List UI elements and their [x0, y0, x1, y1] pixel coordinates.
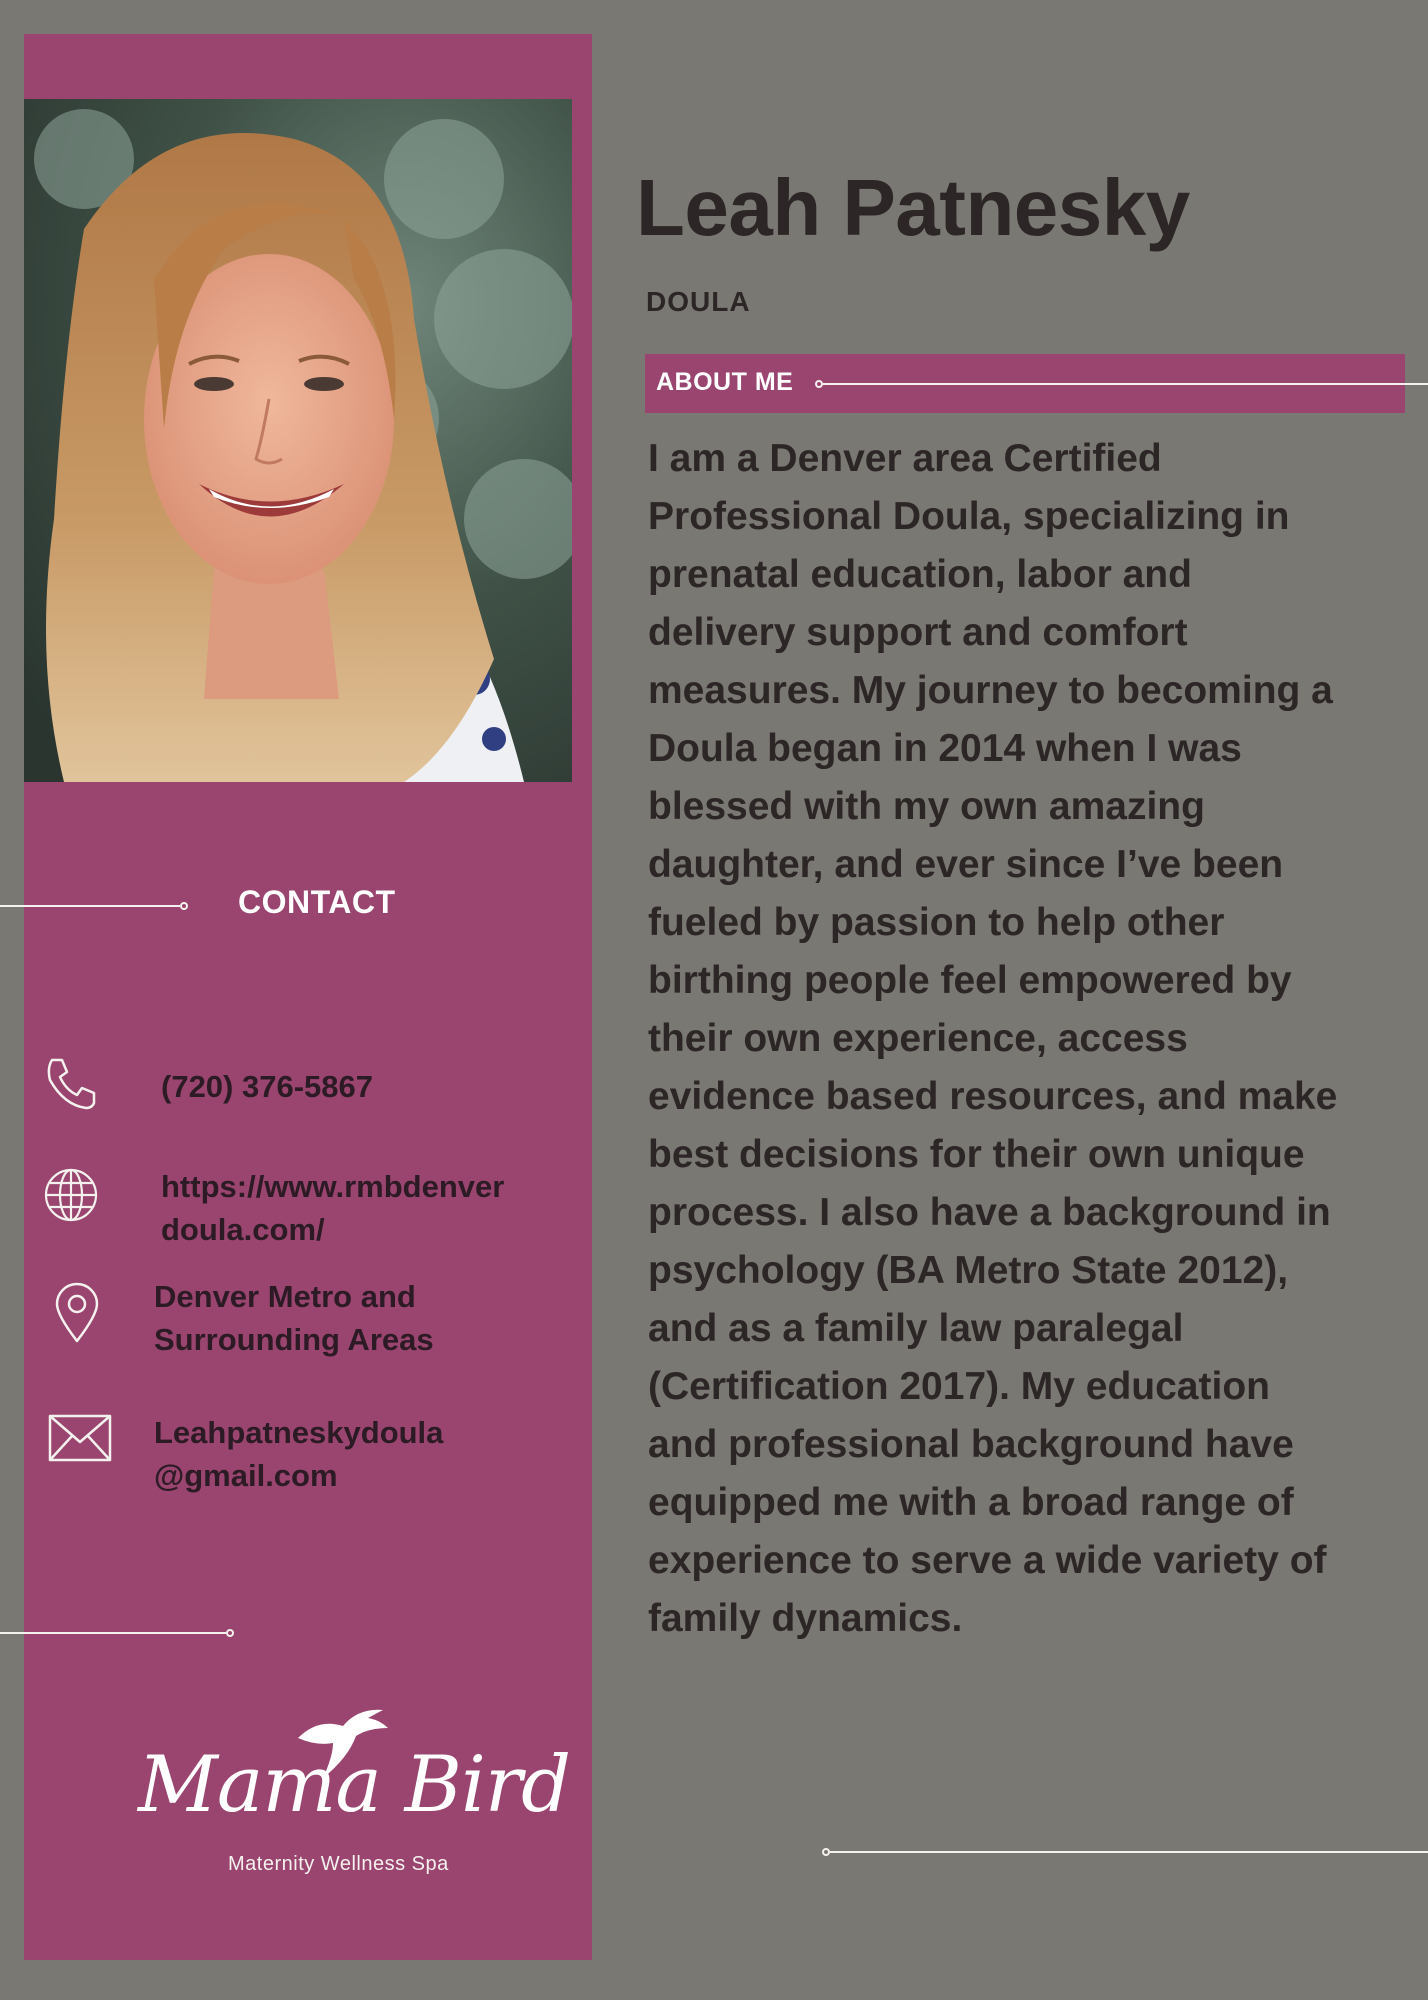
mama-bird-logo [128, 1690, 571, 1890]
location-text: Denver Metro and Surrounding Areas [154, 1279, 434, 1357]
about-divider-line [823, 383, 1428, 385]
contact-divider-dot [180, 902, 188, 910]
map-pin-icon [52, 1282, 102, 1349]
about-divider-dot [815, 380, 823, 388]
sidebar-bottom-divider-line [0, 1632, 226, 1634]
envelope-icon [48, 1414, 112, 1467]
logo-tagline: Maternity Wellness Spa [228, 1853, 449, 1875]
person-name: Leah Patnesky [636, 163, 1190, 252]
logo-script-text: Mama Bird [138, 1740, 571, 1830]
email-link[interactable]: Leahpatneskydoula @gmail.com [154, 1415, 444, 1493]
bottom-divider-dot [822, 1848, 830, 1856]
contact-heading: CONTACT [238, 884, 396, 920]
about-me-heading: ABOUT ME [656, 368, 794, 396]
website-link[interactable]: https://www.rmbdenver doula.com/ [161, 1169, 505, 1247]
phone-number[interactable]: (720) 376-5867 [161, 1069, 373, 1104]
phone-icon [42, 1054, 100, 1117]
globe-icon [42, 1166, 100, 1229]
about-me-text: I am a Denver area Certified Professional Doula, specializing in prenatal education, labor and delivery support and comfort measures. My journey to becoming a Doula began in 2014 when I was blessed with my own amazing daughter, and ever since I’ve been fueled by passion to help other birthing people feel empowered by their own experience, access evidence based resources, and make best decisions for their own unique process. I also have a background in psychology (BA Metro State 2012), and as a family law paralegal (Certification 2017). My education and professional background have equipped me with a broad range of experience to serve a wide variety of family dynamics. [648, 437, 1338, 1640]
profile-photo [24, 99, 572, 782]
person-role: DOULA [646, 286, 751, 317]
contact-divider-line [0, 905, 180, 907]
sidebar-bottom-divider-dot [226, 1629, 234, 1637]
bottom-divider-line [830, 1851, 1428, 1853]
